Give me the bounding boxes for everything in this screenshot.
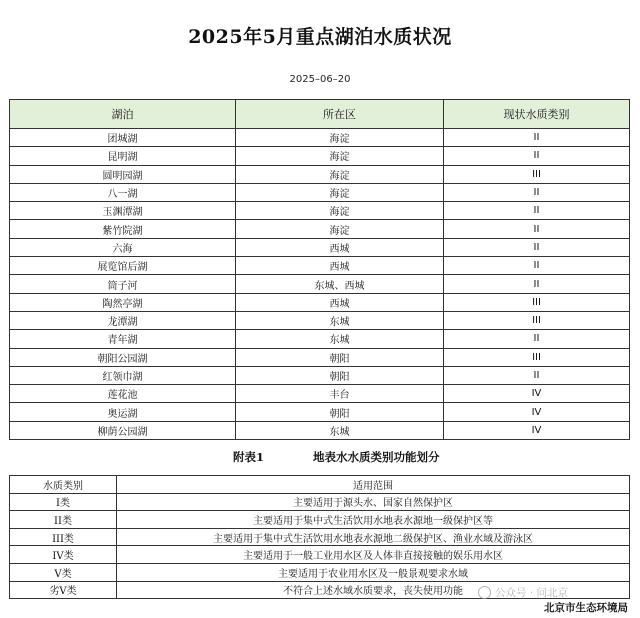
grade-cell: II <box>444 257 630 275</box>
district-cell: 海淀 <box>236 220 444 238</box>
lake-quality-table <box>9 99 630 440</box>
lake-name-cell: 团城湖 <box>10 129 236 147</box>
lake-table-header-row <box>10 100 630 129</box>
lake-name-cell: 青年湖 <box>10 330 236 348</box>
table-row <box>10 147 630 165</box>
lake-name-cell: 圆明园湖 <box>10 165 236 183</box>
grade-cell: II <box>444 202 630 220</box>
page-title: 2025年5月重点湖泊水质状况 <box>188 26 452 48</box>
scope-cell: 不符合上述水域水质要求，丧失使用功能 <box>117 581 630 599</box>
table-row <box>10 257 630 275</box>
grade-cell: III <box>444 348 630 366</box>
table-row <box>10 275 630 293</box>
grade-cell: IV <box>444 403 630 421</box>
grade-cell: II <box>444 238 630 256</box>
district-cell: 东城 <box>236 311 444 329</box>
lake-name-cell: 展览馆后湖 <box>10 257 236 275</box>
district-cell: 朝阳 <box>236 366 444 384</box>
table-row <box>10 546 630 564</box>
table-row <box>10 511 630 529</box>
column-header-scope: 适用范围 <box>117 476 630 494</box>
grade-cell: IV <box>444 385 630 403</box>
lake-name-cell: 陶然亭湖 <box>10 293 236 311</box>
district-cell: 东城 <box>236 421 444 439</box>
table-row <box>10 493 630 511</box>
lake-name-cell: 朝阳公园湖 <box>10 348 236 366</box>
lake-name-cell: 柳荫公园湖 <box>10 421 236 439</box>
table-row <box>10 366 630 384</box>
grade-cell: II <box>444 147 630 165</box>
district-cell: 海淀 <box>236 129 444 147</box>
scope-cell: 主要适用于农业用水区及一般景观要求水域 <box>117 563 630 581</box>
lake-name-cell: 莲花池 <box>10 385 236 403</box>
appendix-title: 地表水水质类别功能划分 <box>313 450 440 464</box>
district-cell: 海淀 <box>236 183 444 201</box>
district-cell: 西城 <box>236 238 444 256</box>
water-class-table <box>9 475 630 599</box>
source-label: 北京市生态环境局 <box>544 602 628 614</box>
table-row <box>10 165 630 183</box>
table-row <box>10 385 630 403</box>
district-cell: 海淀 <box>236 165 444 183</box>
lake-name-cell: 六海 <box>10 238 236 256</box>
lake-name-cell: 红领巾湖 <box>10 366 236 384</box>
grade-cell: II <box>444 129 630 147</box>
category-cell: IV类 <box>10 546 117 564</box>
district-cell: 西城 <box>236 257 444 275</box>
district-cell: 东城、西城 <box>236 275 444 293</box>
scope-cell: 主要适用于一般工业用水区及人体非直接接触的娱乐用水区 <box>117 546 630 564</box>
table-row <box>10 238 630 256</box>
wechat-icon <box>478 586 491 599</box>
grade-cell: II <box>444 330 630 348</box>
category-cell: V类 <box>10 563 117 581</box>
lake-name-cell: 龙潭湖 <box>10 311 236 329</box>
column-header-district: 所在区 <box>236 100 444 129</box>
table-row <box>10 202 630 220</box>
grade-cell: II <box>444 366 630 384</box>
table-row <box>10 183 630 201</box>
column-header-lake: 湖泊 <box>10 100 236 129</box>
lake-name-cell: 昆明湖 <box>10 147 236 165</box>
report-date: 2025–06–20 <box>289 74 351 85</box>
class-table-header-row <box>10 476 630 494</box>
table-row <box>10 220 630 238</box>
lake-name-cell: 筒子河 <box>10 275 236 293</box>
district-cell: 海淀 <box>236 202 444 220</box>
grade-cell: II <box>444 220 630 238</box>
grade-cell: IV <box>444 421 630 439</box>
table-row <box>10 563 630 581</box>
table-row <box>10 330 630 348</box>
district-cell: 海淀 <box>236 147 444 165</box>
watermark-text: 公众号 · 问北京 <box>495 586 569 599</box>
district-cell: 西城 <box>236 293 444 311</box>
watermark <box>478 584 628 600</box>
grade-cell: III <box>444 311 630 329</box>
column-header-category: 水质类别 <box>10 476 117 494</box>
table-row <box>10 348 630 366</box>
category-cell: 劣V类 <box>10 581 117 599</box>
scope-cell: 主要适用于集中式生活饮用水地表水源地一级保护区等 <box>117 511 630 529</box>
scope-cell: 主要适用于集中式生活饮用水地表水源地二级保护区、渔业水域及游泳区 <box>117 528 630 546</box>
district-cell: 朝阳 <box>236 348 444 366</box>
grade-cell: III <box>444 165 630 183</box>
lake-name-cell: 八一湖 <box>10 183 236 201</box>
district-cell: 丰台 <box>236 385 444 403</box>
table-row <box>10 311 630 329</box>
table-row <box>10 403 630 421</box>
category-cell: III类 <box>10 528 117 546</box>
district-cell: 朝阳 <box>236 403 444 421</box>
lake-name-cell: 紫竹院湖 <box>10 220 236 238</box>
table-row <box>10 129 630 147</box>
column-header-grade: 现状水质类别 <box>444 100 630 129</box>
district-cell: 东城 <box>236 330 444 348</box>
appendix-label: 附表1 <box>233 450 265 464</box>
category-cell: II类 <box>10 511 117 529</box>
category-cell: I类 <box>10 493 117 511</box>
scope-cell: 主要适用于源头水、国家自然保护区 <box>117 493 630 511</box>
table-row <box>10 528 630 546</box>
grade-cell: III <box>444 293 630 311</box>
grade-cell: II <box>444 275 630 293</box>
grade-cell: II <box>444 183 630 201</box>
table-row <box>10 293 630 311</box>
table-row <box>10 421 630 439</box>
lake-name-cell: 奥运湖 <box>10 403 236 421</box>
lake-name-cell: 玉渊潭湖 <box>10 202 236 220</box>
